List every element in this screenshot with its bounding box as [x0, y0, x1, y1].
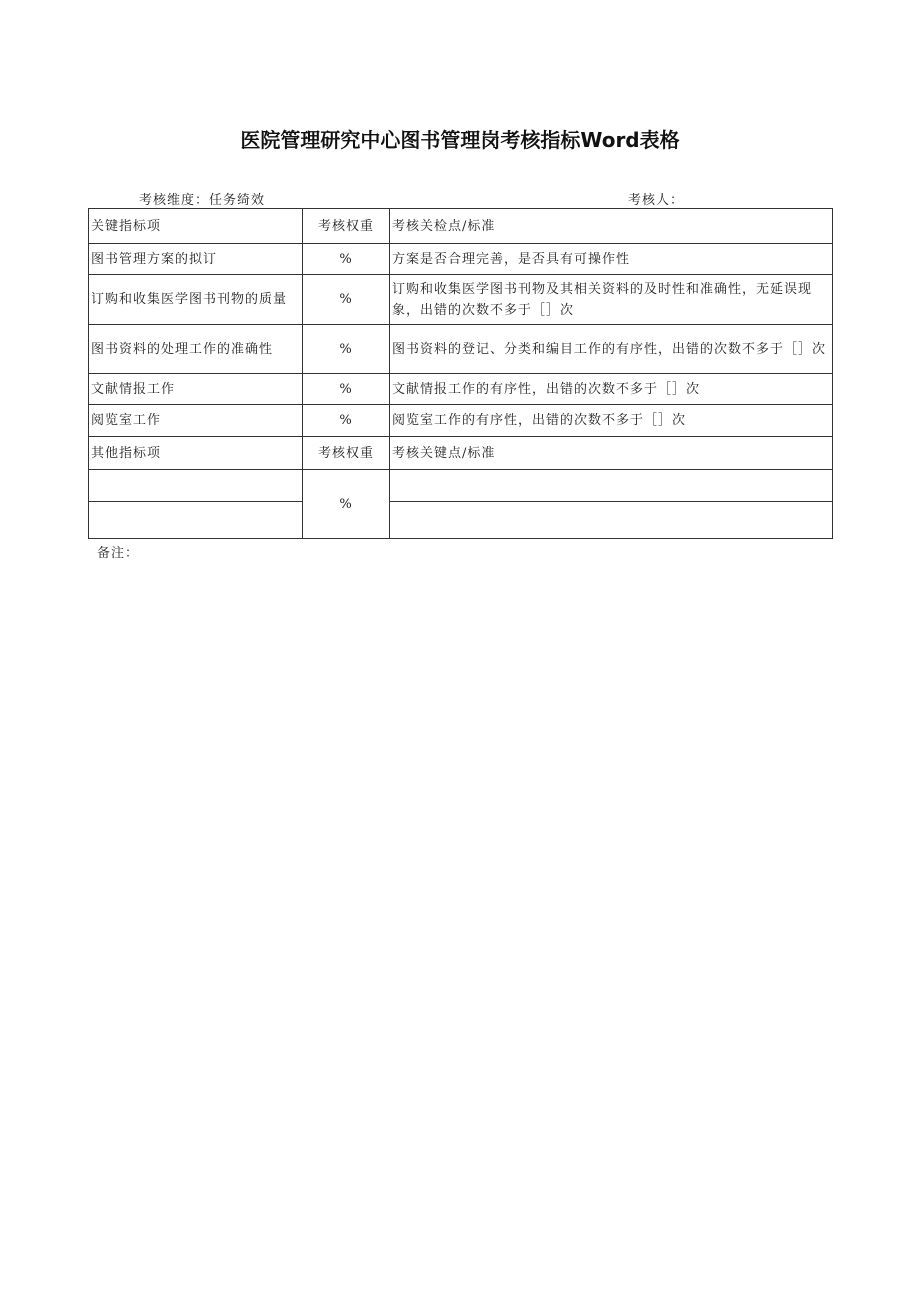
other-weight-header: 考核权重 — [303, 437, 390, 470]
table-row — [89, 405, 833, 437]
key-standard-header: 考核关检点/标准 — [390, 209, 833, 244]
indicator-item: 图书资料的处理工作的准确性 — [89, 325, 303, 374]
page-title: 医院管理研究中心图书管理岗考核指标Word表格 — [240, 128, 680, 152]
other-standard-cell — [390, 470, 833, 502]
other-item-cell — [89, 470, 303, 502]
indicator-standard: 文献情报工作的有序性，出错的次数不多于［］次 — [390, 374, 833, 405]
other-item-cell — [89, 502, 303, 539]
indicator-standard: 订购和收集医学图书刊物及其相关资料的及时性和准确性，无延误现象，出错的次数不多于［］次 — [390, 275, 833, 325]
indicator-weight: % — [303, 244, 390, 275]
indicator-standard: 图书资料的登记、分类和编目工作的有序性，出错的次数不多于［］次 — [390, 325, 833, 374]
assessor-label: 考核人： — [628, 193, 685, 208]
table-row — [89, 244, 833, 275]
other-standard-header: 考核关键点/标准 — [390, 437, 833, 470]
other-weight-cell: % — [303, 470, 390, 539]
other-standard-cell — [390, 502, 833, 539]
other-empty-row — [89, 502, 833, 539]
other-header-row — [89, 437, 833, 470]
other-item-header: 其他指标项 — [89, 437, 303, 470]
key-item-header: 关键指标项 — [89, 209, 303, 244]
indicator-item: 阅览室工作 — [89, 405, 303, 437]
table-row — [89, 275, 833, 325]
indicator-weight: % — [303, 405, 390, 437]
indicator-weight: % — [303, 275, 390, 325]
remarks-label: 备注： — [97, 546, 140, 561]
indicator-item: 图书管理方案的拟订 — [89, 244, 303, 275]
table-row — [89, 374, 833, 405]
indicator-standard: 阅览室工作的有序性，出错的次数不多于［］次 — [390, 405, 833, 437]
indicator-weight: % — [303, 374, 390, 405]
indicator-item: 订购和收集医学图书刊物的质量 — [89, 275, 303, 325]
indicator-standard: 方案是否合理完善，是否具有可操作性 — [390, 244, 833, 275]
key-header-row — [89, 209, 833, 244]
key-weight-header: 考核权重 — [303, 209, 390, 244]
other-empty-row — [89, 470, 833, 502]
assessment-dimension: 考核维度：任务绮效 — [139, 193, 266, 208]
indicator-item: 文献情报工作 — [89, 374, 303, 405]
kpi-table — [88, 208, 833, 539]
indicator-weight: % — [303, 325, 390, 374]
table-row — [89, 325, 833, 374]
